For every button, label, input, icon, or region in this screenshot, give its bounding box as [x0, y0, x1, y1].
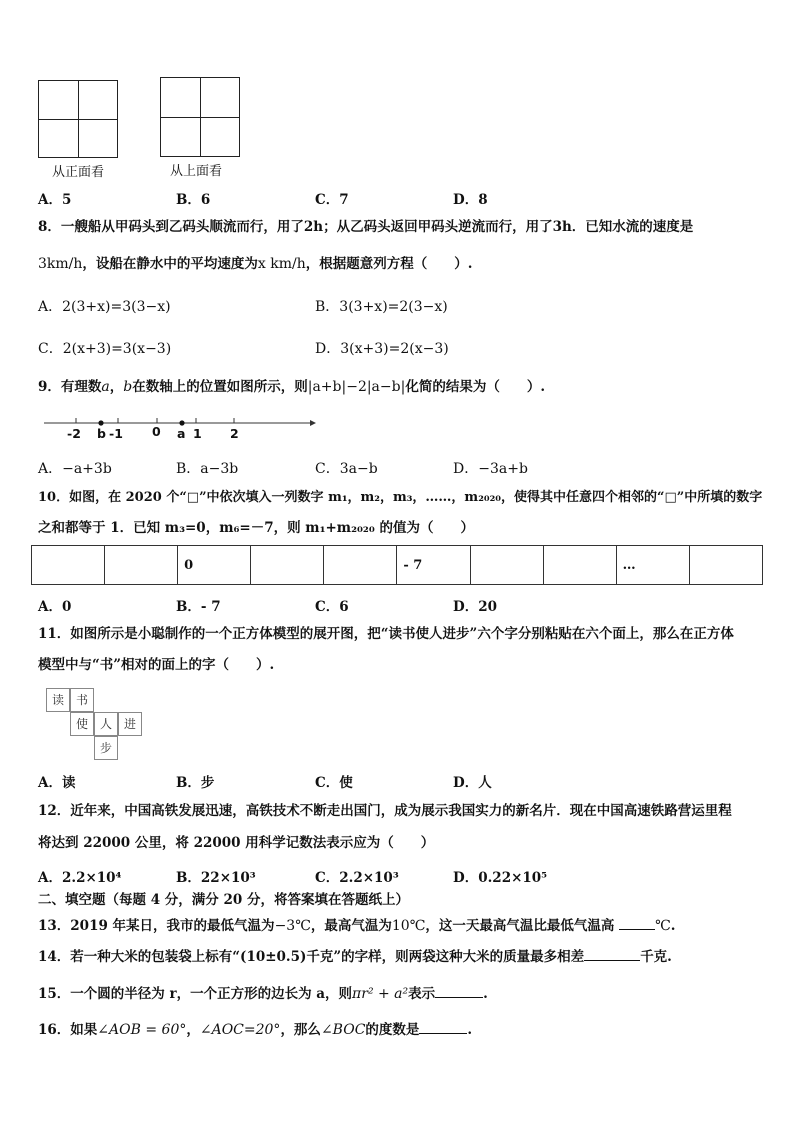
q8-option-b[interactable] [315, 296, 448, 316]
q15-part: 15．一个圆的半径为 r，一个正方形的边长为 a，则 [38, 986, 353, 1002]
q12-stem-line2: 将达到 22000 公里，将 22000 用科学记数法表示应为（ ） [38, 835, 435, 851]
q15-part: 表示 [408, 986, 436, 1002]
q16-part: 16．如果 [38, 1022, 98, 1038]
q16-part: ，那么 [280, 1022, 321, 1038]
box-cell [251, 546, 324, 585]
top-view-caption: 从上面看 [170, 164, 223, 179]
point-b-marker [98, 420, 103, 425]
q8-variable: x km/h [257, 256, 306, 272]
section-heading-fill-in: 二、填空题（每题 4 分，满分 20 分，将答案填在答题纸上） [38, 892, 409, 908]
box-cell: 0 [178, 546, 251, 585]
q13-answer-blank[interactable] [619, 929, 655, 930]
q9-option-a[interactable] [38, 458, 112, 478]
point-a-marker [179, 420, 184, 425]
q9-option-d[interactable] [453, 458, 528, 478]
q15-expression: πr² + a² [352, 986, 409, 1002]
q9-option-b[interactable] [176, 458, 238, 478]
q10-option-a[interactable]: A．0 [38, 599, 72, 615]
net-face-shu: 书 [70, 688, 94, 712]
q16-angle-boc: ∠BOC [320, 1022, 366, 1038]
q15-answer-blank[interactable] [435, 997, 483, 998]
q13-part: . [670, 918, 676, 934]
axis-label-1: 1 [193, 426, 202, 441]
box-cell: … [616, 546, 689, 585]
q10-option-b[interactable]: B．- 7 [176, 599, 221, 615]
q9-stem-part: ， [109, 379, 124, 395]
q9-option-b-text: B．a−3b [176, 461, 239, 477]
q13-high-temp: 10℃ [391, 918, 426, 934]
q7-option-b[interactable]: B．6 [176, 192, 211, 208]
q15-stem [38, 985, 488, 1003]
q9-stem-part: 化简的结果为（ ）. [405, 379, 546, 395]
q14-part: 千克. [640, 949, 672, 965]
net-face-ren: 人 [94, 712, 118, 736]
q13-low-temp: −3℃ [274, 918, 311, 934]
q16-answer-blank[interactable] [419, 1033, 467, 1034]
q13-part: ，最高气温为 [310, 918, 392, 934]
net-face-du: 读 [46, 688, 70, 712]
q12-option-b[interactable]: B．22×10³ [176, 870, 256, 886]
q16-angle-aoc: ∠AOC=20° [199, 1022, 281, 1038]
q13-part: 13．2019 年某日，我市的最低气温为 [38, 918, 275, 934]
q11-option-d[interactable]: D．人 [453, 775, 492, 791]
q8-option-c[interactable] [38, 338, 171, 358]
axis-label-minus1: -1 [109, 426, 123, 441]
q8-stem-line1: 8．一艘船从甲码头到乙码头顺流而行，用了2h；从乙码头返回甲码头逆流而行，用了3h．已知水流的速度是 [38, 219, 694, 235]
q9-stem-part: 在数轴上的位置如图所示，则 [132, 379, 308, 395]
q14-stem [38, 948, 672, 966]
q12-option-a[interactable]: A．2.2×10⁴ [38, 870, 122, 886]
q10-box-row [31, 545, 763, 585]
box-cell [105, 546, 178, 585]
q8-option-d[interactable] [315, 338, 449, 358]
q11-stem-line1: 11．如图所示是小聪制作的一个正方体模型的展开图，把“读书使人进步”六个字分别粘贴在六个面上，那么在正方体 [38, 626, 734, 642]
q8-stem-line2 [38, 255, 472, 273]
q7-option-d[interactable]: D．8 [453, 192, 488, 208]
net-face-bu: 步 [94, 736, 118, 760]
q14-part: 14．若一种大米的包装袋上标有“(10±0.5)千克”的字样，则两袋这种大米的质量最多相差 [38, 949, 585, 965]
q8-option-d-text: D．3(x+3)=2(x−3) [315, 341, 449, 357]
q8-option-a[interactable] [38, 296, 171, 316]
q16-stem [38, 1021, 472, 1039]
q9-stem-part: 9．有理数 [38, 379, 102, 395]
q10-option-c[interactable]: C．6 [315, 599, 349, 615]
box-cell [32, 546, 105, 585]
q16-part: ， [186, 1022, 200, 1038]
q8-option-a-text: A．2(3+x)=3(3−x) [38, 299, 171, 315]
q11-option-b[interactable]: B．步 [176, 775, 215, 791]
q10-option-d[interactable]: D．20 [453, 599, 497, 615]
box-cell [470, 546, 543, 585]
q8-speed-value: 3km/h [38, 256, 83, 272]
q12-option-c[interactable]: C．2.2×10³ [315, 870, 399, 886]
axis-label-minus2: -2 [67, 426, 81, 441]
q9-stem [38, 378, 545, 396]
net-face-shi: 使 [70, 712, 94, 736]
q9-option-c[interactable] [315, 458, 378, 478]
box-cell [543, 546, 616, 585]
q9-option-c-text: C．3a−b [315, 461, 378, 477]
q16-part: . [467, 1022, 473, 1038]
q12-stem-line1: 12．近年来，中国高铁发展迅速，高铁技术不断走出国门，成为展示我国实力的新名片．现在中国高速铁路营运里程 [38, 803, 732, 819]
q9-option-a-text: A．−a+3b [38, 461, 112, 477]
box-cell: - 7 [397, 546, 470, 585]
q9-option-d-text: D．−3a+b [453, 461, 528, 477]
axis-label-2: 2 [230, 426, 239, 441]
q14-answer-blank[interactable] [584, 960, 640, 961]
q9-expression: |a+b|−2|a−b| [307, 379, 406, 395]
q11-stem-line2: 模型中与“书”相对的面上的字（ ）. [38, 657, 275, 673]
q9-var-a: a [101, 379, 110, 395]
q15-part: . [483, 986, 488, 1002]
q13-part: ，这一天最高气温比最低气温高 [425, 918, 615, 934]
q8-stem-part: ，根据题意列方程（ ）. [305, 256, 473, 272]
q7-option-c[interactable]: C．7 [315, 192, 349, 208]
q8-option-c-text: C．2(x+3)=3(x−3) [38, 341, 172, 357]
front-view-caption: 从正面看 [52, 165, 105, 180]
axis-label-a: a [177, 426, 186, 441]
top-view-figure [160, 77, 240, 157]
q8-stem-part: ，设船在静水中的平均速度为 [82, 256, 258, 272]
q7-option-a[interactable]: A．5 [38, 192, 72, 208]
q9-var-b: b [123, 379, 133, 395]
q11-option-c[interactable]: C．使 [315, 775, 353, 791]
net-face-jin: 进 [118, 712, 142, 736]
q8-option-b-text: B．3(3+x)=2(3−x) [315, 299, 448, 315]
axis-label-0: 0 [152, 424, 161, 439]
q16-part: 的度数是 [365, 1022, 420, 1038]
q13-stem [38, 917, 675, 935]
q10-stem-line1: 10．如图，在 2020 个“□”中依次填入一列数字 m₁，m₂，m₃，……，m₂₀₂₀，使得其中任意四个相邻的“□”中所填的数字 [38, 490, 763, 505]
q12-option-d[interactable]: D．0.22×10⁵ [453, 870, 548, 886]
q13-unit: ℃ [655, 918, 671, 934]
axis-label-b: b [97, 426, 106, 441]
box-cell [689, 546, 762, 585]
front-view-figure [38, 80, 118, 158]
q16-angle-aob: ∠AOB = 60° [97, 1022, 187, 1038]
q10-stem-line2: 之和都等于 1．已知 m₃=0，m₆=－7，则 m₁+m₂₀₂₀ 的值为（ ） [38, 520, 474, 536]
q11-option-a[interactable]: A．读 [38, 775, 76, 791]
box-cell [324, 546, 397, 585]
